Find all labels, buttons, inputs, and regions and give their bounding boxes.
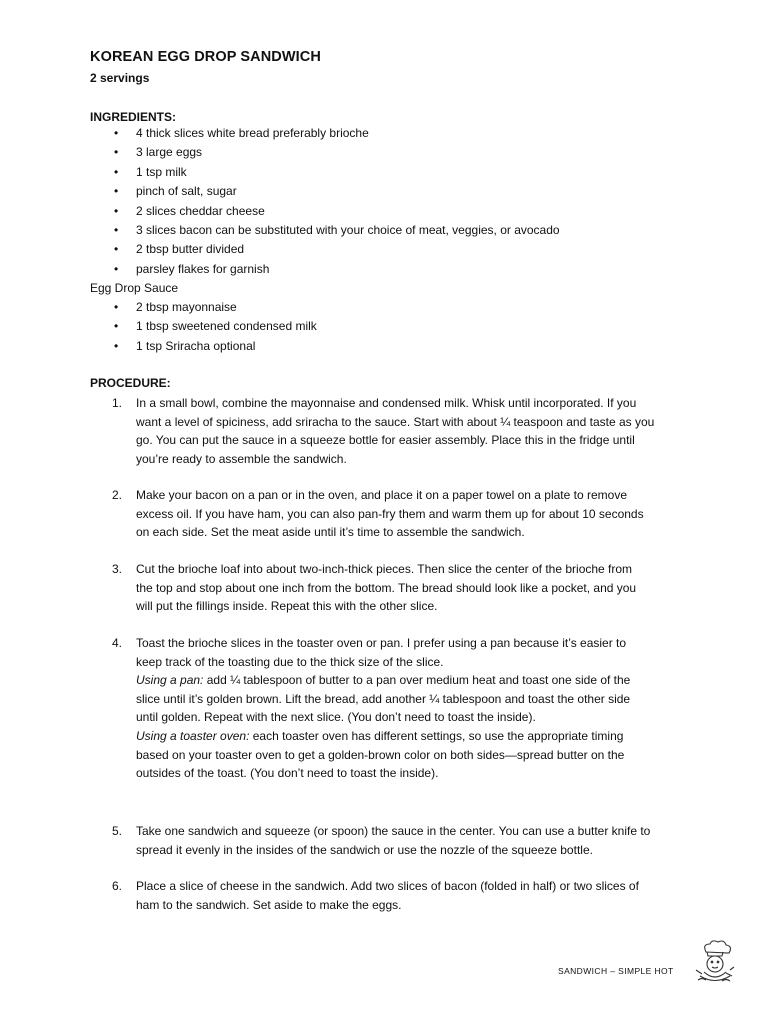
step-number: 5. (112, 824, 123, 838)
step-text-line: go. You can put the sauce in a squeeze bottle for easier assembly. Place this in the fridge until (136, 433, 635, 448)
sauce-item: • 2 tbsp mayonnaise (0, 298, 700, 317)
step-number: 2. (112, 488, 123, 502)
step-text-line: slice until it’s golden brown. Lift the bread, add another ¼ tablespoon and toast the other side (136, 691, 631, 706)
procedure-step (0, 394, 700, 468)
step-text-line: In a small bowl, combine the mayonnaise and condensed milk. Whisk until incorporated. If you (136, 396, 637, 410)
step-text-line: outsides of the toast. (You don’t need to toast the inside). (136, 766, 439, 781)
step-number: 3. (112, 562, 123, 576)
oven-method-text: each toaster oven has different settings, so use the appropriate timing (249, 728, 624, 743)
recipe-title: KOREAN EGG DROP SANDWICH (90, 49, 321, 65)
ingredient-item: • 4 thick slices white bread preferably brioche (0, 124, 700, 143)
step-text-line: spread it evenly in the insides of the sandwich or use the nozzle of the squeeze bottle. (136, 842, 593, 857)
step-text-line: Toast the brioche slices in the toaster oven or pan. I prefer using a pan because it’s easier to (136, 636, 627, 650)
pan-method-text: add ¼ tablespoon of butter to a pan over medium heat and toast one side of the (203, 673, 631, 688)
ingredient-item: • 2 tbsp butter divided (0, 240, 700, 259)
pan-method-label: Using a pan: (136, 673, 204, 688)
procedure-step (0, 560, 700, 616)
ingredient-item: • parsley flakes for garnish (0, 260, 700, 279)
procedure-step (0, 822, 700, 859)
ingredient-item: • 3 large eggs (0, 143, 700, 162)
step-text-line: until golden. Repeat with the next slice. (You don’t need to toast the inside). (136, 710, 536, 725)
ingredient-item: • 1 tsp milk (0, 163, 700, 182)
ingredients-heading: INGREDIENTS: (90, 110, 177, 124)
step-text-line: want a level of spiciness, add sriracha to the sauce. Start with about ¼ teaspoon and taste as you (136, 414, 655, 429)
step-number: 6. (112, 879, 123, 893)
sauce-item: • 1 tbsp sweetened condensed milk (0, 317, 700, 336)
step-text-line: Make your bacon on a pan or in the oven, and place it on a paper towel on a plate to remove (136, 488, 627, 502)
sauce-list (0, 298, 700, 356)
page-footer: SANDWICH – SIMPLE HOT (558, 966, 674, 976)
step-text-line: Take one sandwich and squeeze (or spoon) the sauce in the center. You can use a butter knife to (136, 824, 651, 838)
step-text-line: keep track of the toasting due to the thick size of the slice. (136, 654, 444, 669)
ingredient-item: • 2 slices cheddar cheese (0, 202, 700, 221)
procedure-step (0, 486, 700, 542)
ingredient-item: • pinch of salt, sugar (0, 182, 700, 201)
step-text-line: based on your toaster oven to get a golden-brown color on both sides—spread butter on the (136, 747, 625, 762)
step-text-line: you’re ready to assemble the sandwich. (136, 451, 347, 466)
step-text-line: the top and stop about one inch from the bottom. The bread should look like a pocket, and you (136, 580, 637, 595)
step-text-line (136, 727, 684, 746)
step-text-line: Cut the brioche loaf into about two-inch-thick pieces. Then slice the center of the brioche from (136, 562, 633, 576)
procedure-step (0, 634, 700, 783)
servings-label: 2 servings (90, 71, 150, 85)
ingredient-item: • 3 slices bacon can be substituted with your choice of meat, veggies, or avocado (0, 221, 700, 240)
step-text-line: will put the fillings inside. Repeat this with the other slice. (136, 599, 438, 614)
step-text-line: on each side. Set the meat aside until it’s time to assemble the sandwich. (136, 525, 525, 540)
step-text-line: Place a slice of cheese in the sandwich. Add two slices of bacon (folded in half) or two slices of (136, 879, 639, 893)
step-text-line (136, 671, 684, 690)
sauce-item: • 1 tsp Sriracha optional (0, 337, 700, 356)
oven-method-label: Using a toaster oven: (136, 728, 250, 743)
step-number: 4. (112, 636, 123, 650)
step-text-line: excess oil. If you have ham, you can also pan-fry them and warm them up for about 10 seconds (136, 506, 644, 521)
chef-illustration-icon (690, 940, 738, 986)
procedure-step (0, 877, 700, 914)
sauce-heading: Egg Drop Sauce (90, 281, 179, 295)
procedure-heading: PROCEDURE: (90, 376, 171, 390)
step-number: 1. (112, 396, 123, 410)
ingredients-list (0, 124, 700, 279)
step-text-line: ham to the sandwich. Set aside to make the eggs. (136, 897, 402, 912)
